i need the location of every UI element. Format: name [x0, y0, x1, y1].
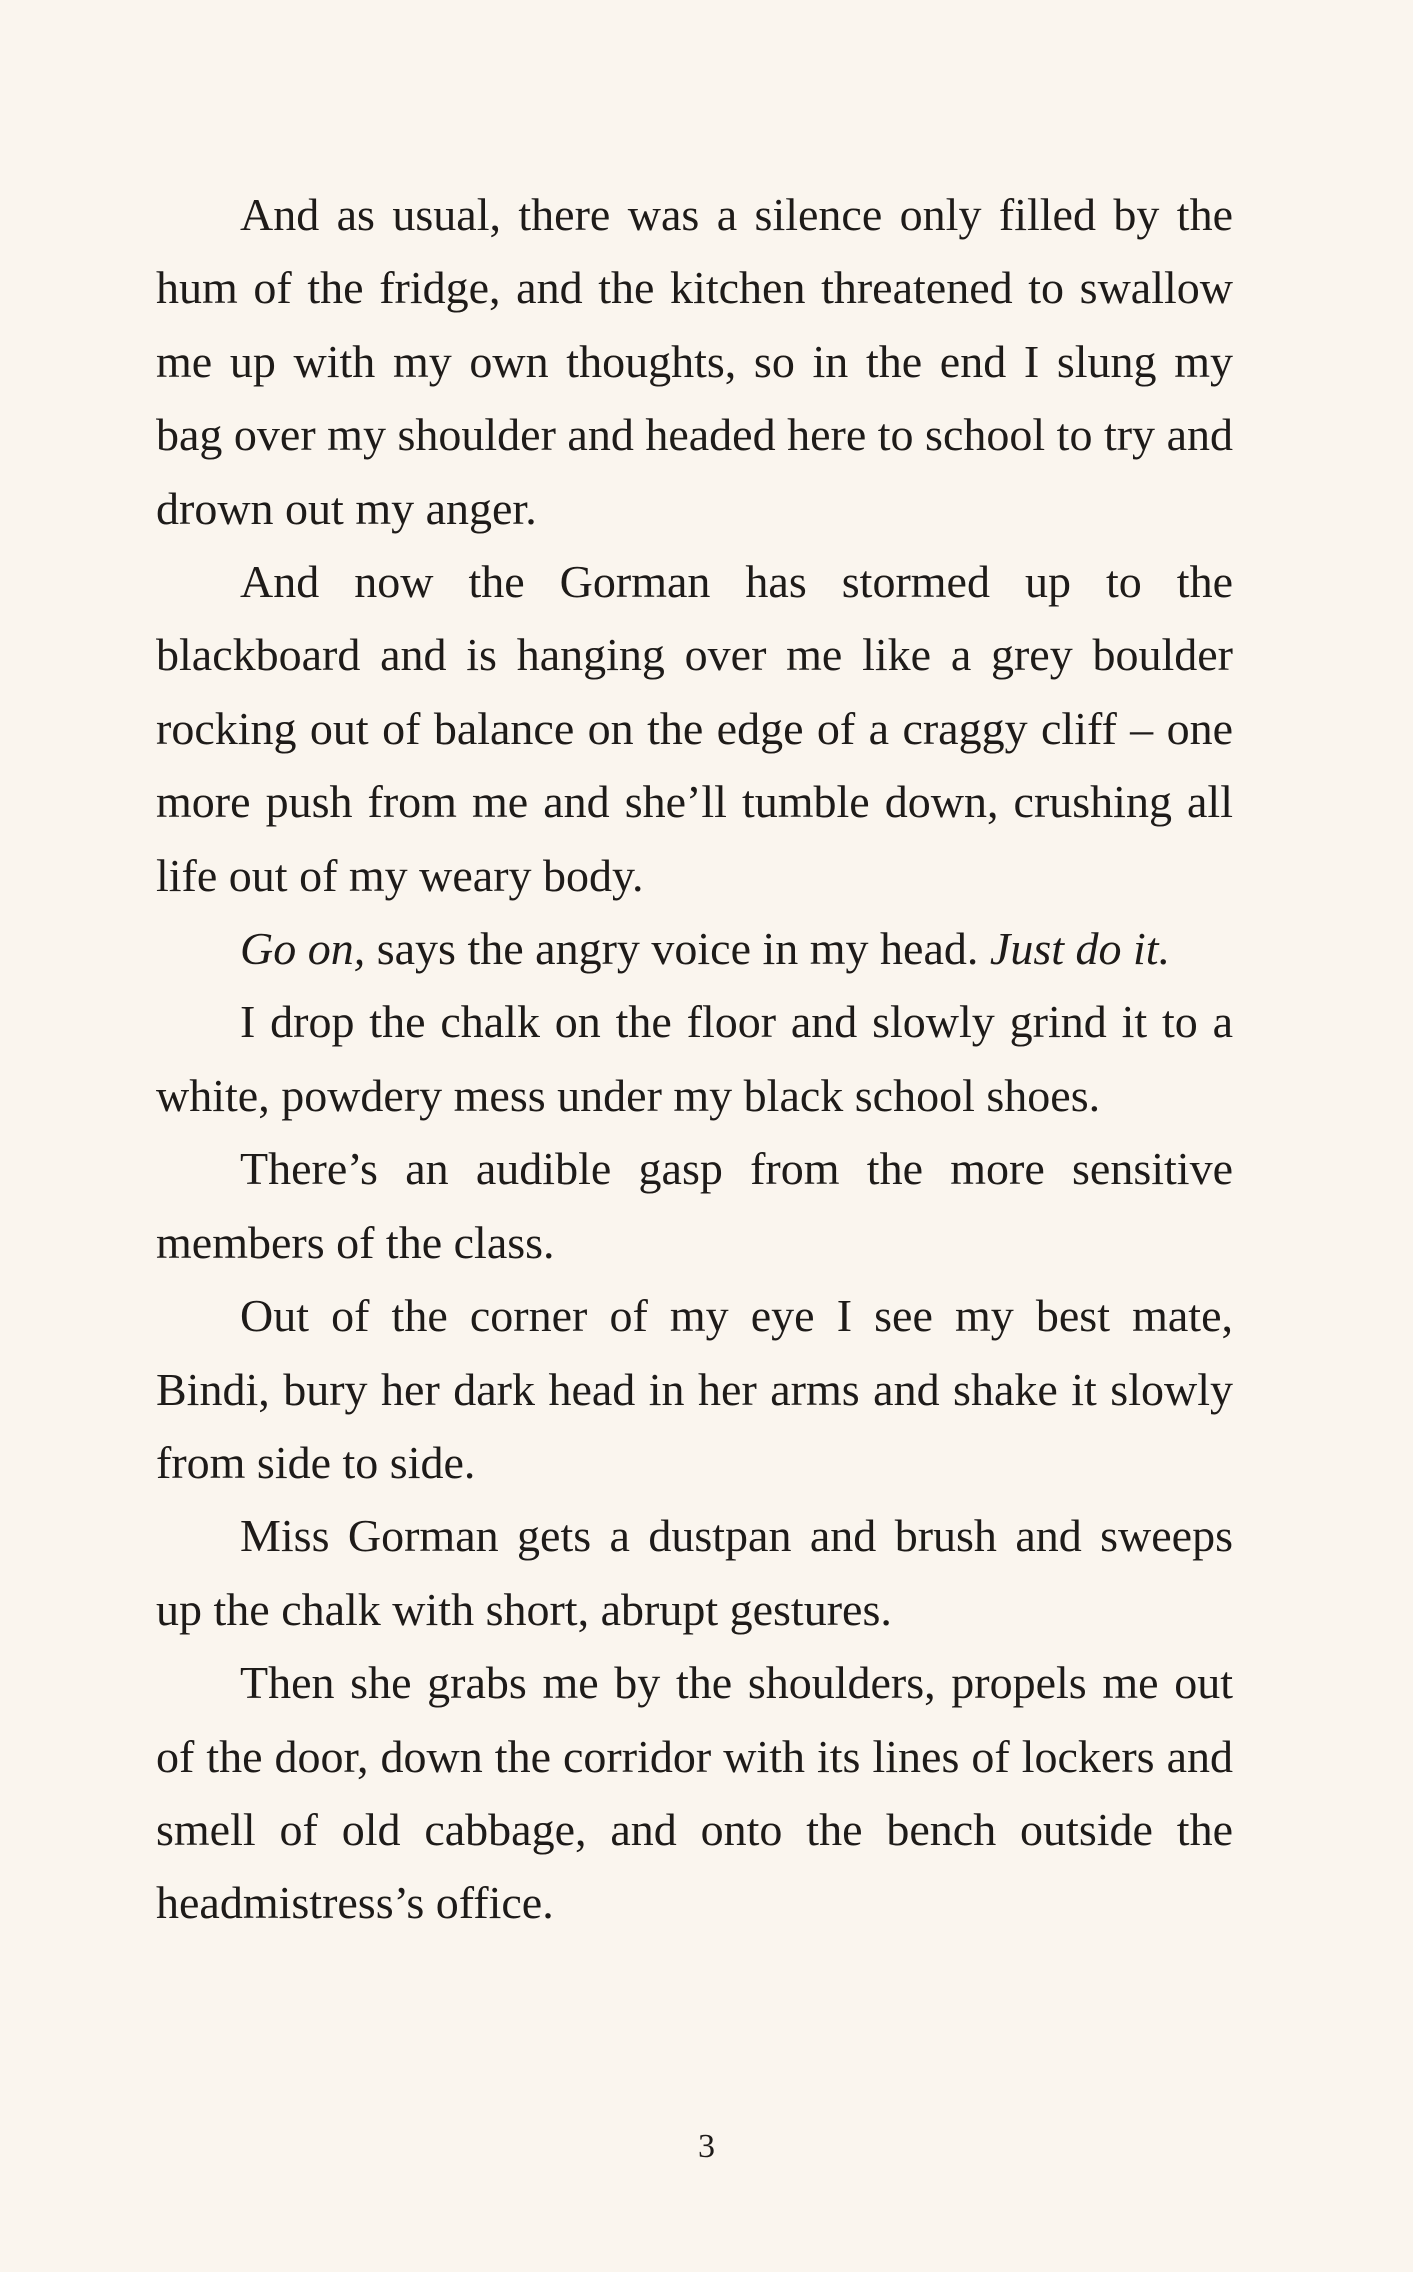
page-number: 3: [698, 2128, 715, 2165]
italic-phrase: Go on,: [240, 923, 366, 975]
paragraph: Miss Gorman gets a dustpan and brush and sweeps up the chalk with short, abrupt gestures.: [156, 1510, 1233, 1635]
paragraph: Then she grabs me by the shoulders, propels me out of the door, down the corridor with its lines of lockers and smell of old cabbage, and onto the bench outside the headmistress’s office.: [156, 1657, 1233, 1929]
paragraph: And as usual, there was a silence only filled by the hum of the fridge, and the kitchen threatened to swallow me up with my own thoughts, so in the end I slung my bag over my shoulder and headed here to school to try and drown out my anger.: [156, 189, 1233, 534]
paragraph: Out of the corner of my eye I see my best mate, Bindi, bury her dark head in her arms and shake it slowly from side to side.: [156, 1290, 1233, 1488]
italic-phrase: Just do it.: [989, 923, 1171, 975]
body-text: [156, 178, 1233, 1940]
paragraph: I drop the chalk on the floor and slowly grind it to a white, powdery mess under my black school shoes.: [156, 996, 1233, 1121]
paragraph-text: says the angry voice in my head.: [365, 923, 990, 975]
paragraph: And now the Gorman has stormed up to the blackboard and is hanging over me like a grey boulder rocking out of balance on the edge of a craggy cliff – one more push from me and she’ll tumble down, crushing all life out of my weary body.: [156, 556, 1233, 901]
paragraph: [156, 912, 1233, 985]
paragraph: There’s an audible gasp from the more sensitive members of the class.: [156, 1143, 1233, 1268]
